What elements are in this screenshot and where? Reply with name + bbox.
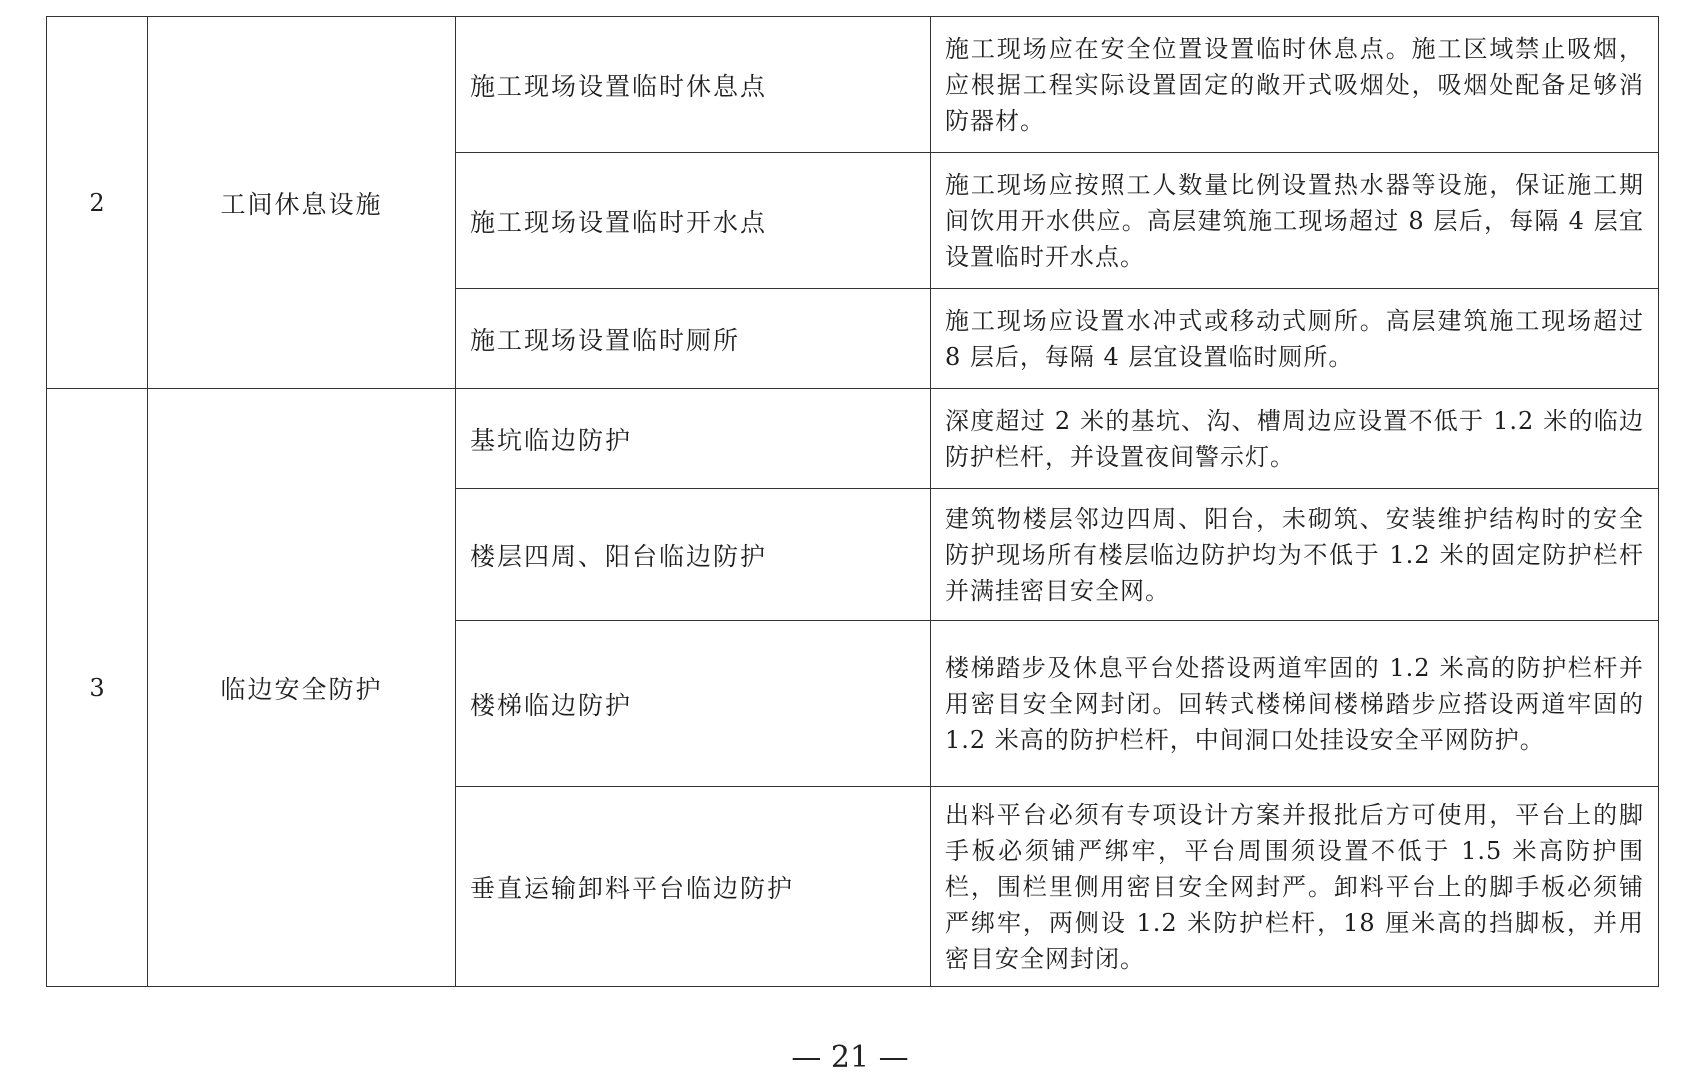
row-number: 3 [47,389,148,987]
standards-table [46,16,1659,987]
table-row [47,17,1659,153]
item-cell: 基坑临边防护 [456,389,931,489]
category-cell: 临边安全防护 [148,389,456,987]
page-number: — 21 — [791,1040,909,1075]
item-cell: 楼梯临边防护 [456,621,931,787]
table-row [47,389,1659,489]
item-cell: 楼层四周、阳台临边防护 [456,489,931,621]
item-cell: 施工现场设置临时休息点 [456,17,931,153]
requirement-cell: 建筑物楼层邻边四周、阳台，未砌筑、安装维护结构时的安全防护现场所有楼层临边防护均为不低于 1.2 米的固定防护栏杆并满挂密目安全网。 [931,489,1659,621]
requirement-cell: 施工现场应在安全位置设置临时休息点。施工区域禁止吸烟，应根据工程实际设置固定的敞开式吸烟处，吸烟处配备足够消防器材。 [931,17,1659,153]
item-cell: 垂直运输卸料平台临边防护 [456,787,931,987]
category-cell: 工间休息设施 [148,17,456,389]
requirement-cell: 施工现场应设置水冲式或移动式厕所。高层建筑施工现场超过 8 层后，每隔 4 层宜设置临时厕所。 [931,289,1659,389]
item-cell: 施工现场设置临时开水点 [456,153,931,289]
requirement-cell: 楼梯踏步及休息平台处搭设两道牢固的 1.2 米高的防护栏杆并用密目安全网封闭。回转式楼梯间楼梯踏步应搭设两道牢固的 1.2 米高的防护栏杆，中间洞口处挂设安全平网防护。 [931,621,1659,787]
item-cell: 施工现场设置临时厕所 [456,289,931,389]
requirement-cell: 施工现场应按照工人数量比例设置热水器等设施，保证施工期间饮用开水供应。高层建筑施工现场超过 8 层后，每隔 4 层宜设置临时开水点。 [931,153,1659,289]
row-number: 2 [47,17,148,389]
requirement-cell: 深度超过 2 米的基坑、沟、槽周边应设置不低于 1.2 米的临边防护栏杆，并设置夜间警示灯。 [931,389,1659,489]
requirement-cell: 出料平台必须有专项设计方案并报批后方可使用，平台上的脚手板必须铺严绑牢，平台周围须设置不低于 1.5 米高防护围栏，围栏里侧用密目安全网封严。卸料平台上的脚手板必须铺严绑牢，两侧设 1.2 米防护栏杆，18 厘米高的挡脚板，并用密目安全网封闭。 [931,787,1659,987]
